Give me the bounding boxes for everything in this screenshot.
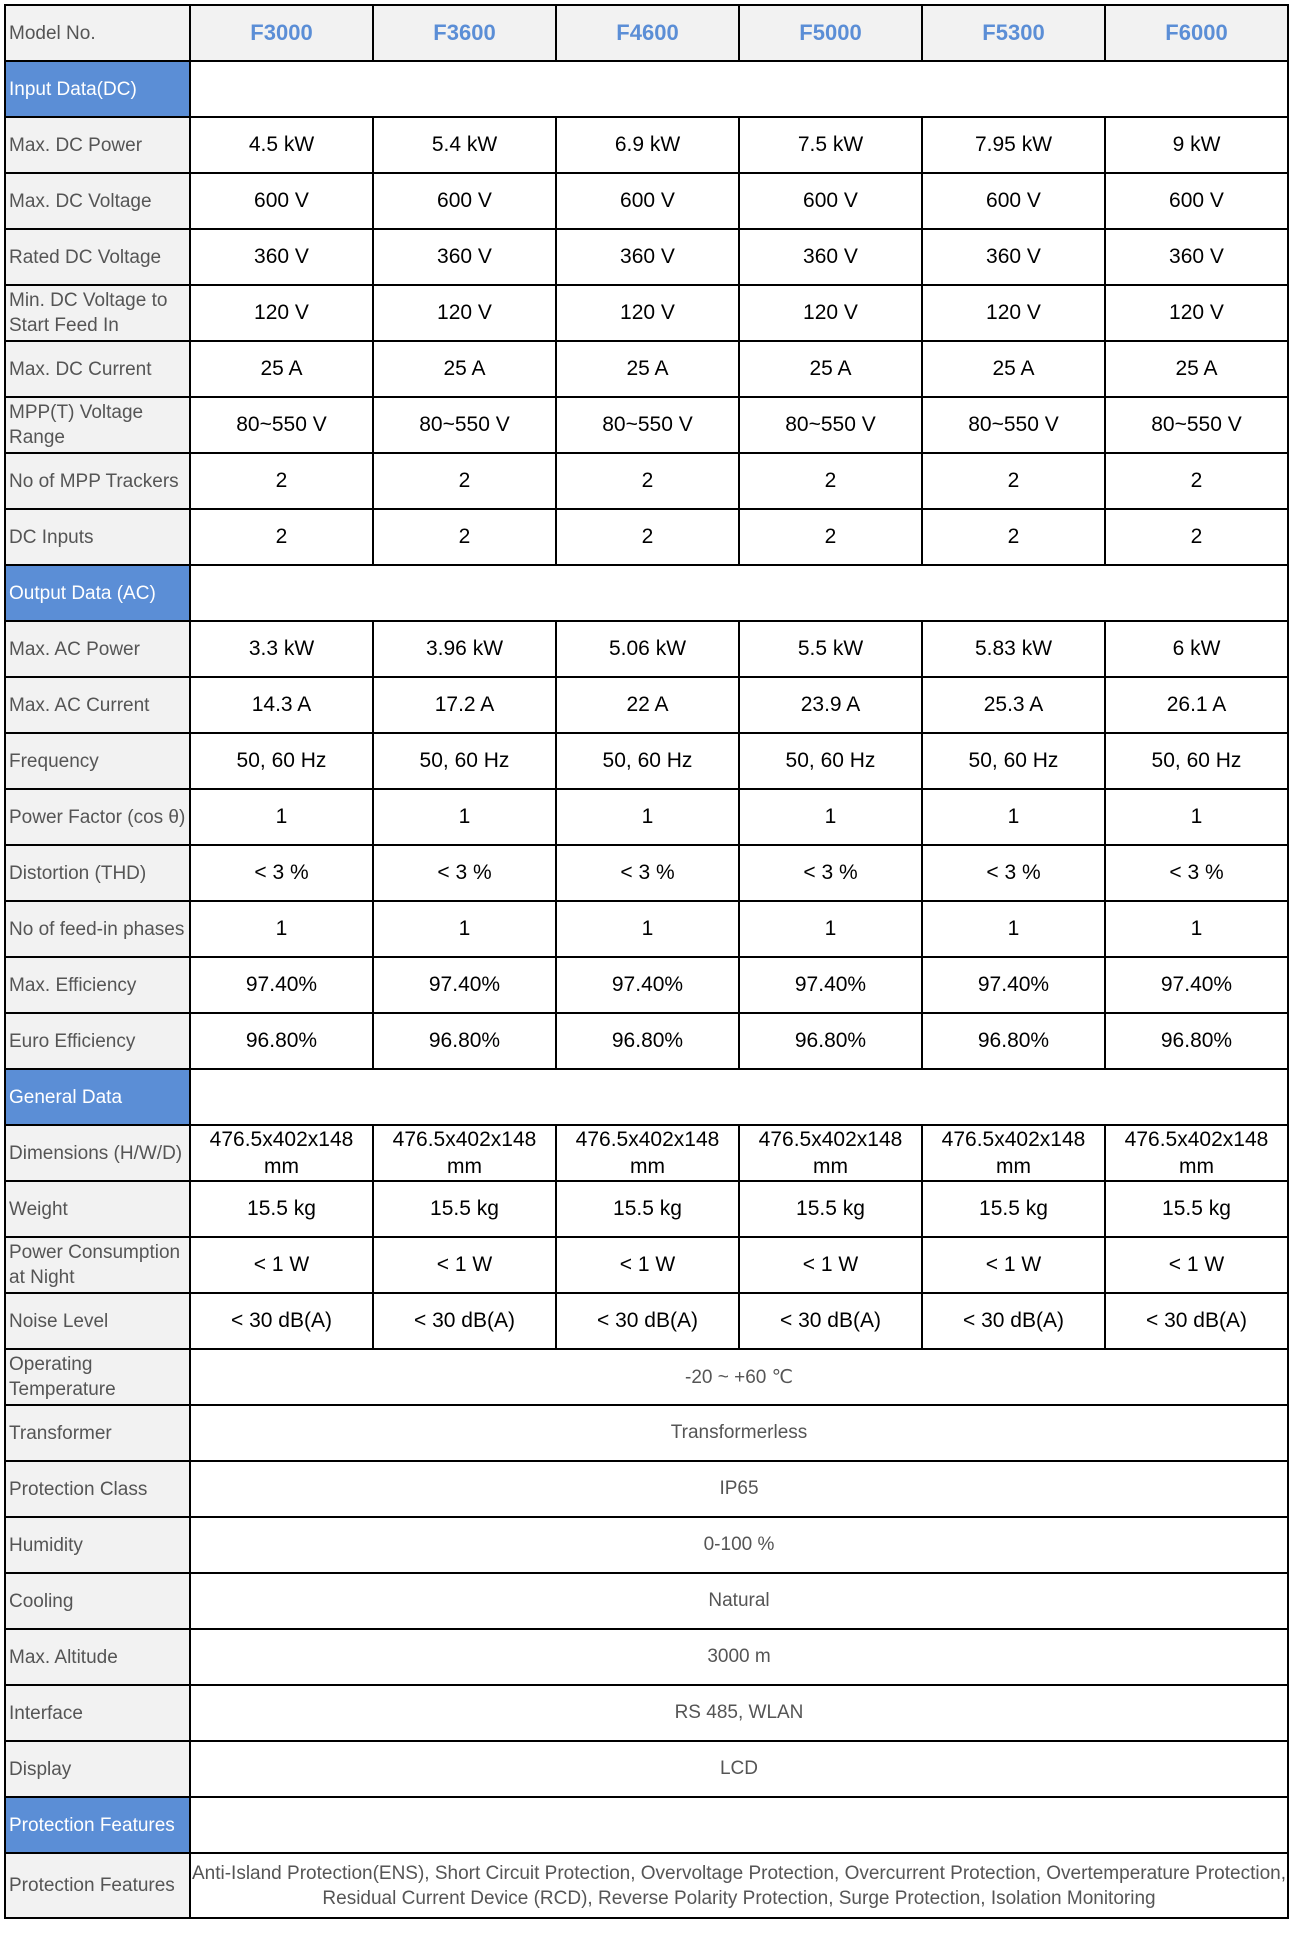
spec-row: [5, 677, 1288, 733]
spec-row: [5, 117, 1288, 173]
row-value: 600 V: [373, 173, 556, 229]
row-value: 360 V: [922, 229, 1105, 285]
row-value: -20 ~ +60 ℃: [190, 1349, 1288, 1405]
row-value: 5.83 kW: [922, 621, 1105, 677]
row-label: Power Consumption at Night: [5, 1237, 190, 1293]
spec-row: [5, 1629, 1288, 1685]
row-value: 1: [922, 789, 1105, 845]
row-value: < 3 %: [373, 845, 556, 901]
spec-row: [5, 901, 1288, 957]
row-value: Natural: [190, 1573, 1288, 1629]
row-value: 120 V: [1105, 285, 1288, 341]
spec-row: [5, 285, 1288, 341]
row-value: 96.80%: [922, 1013, 1105, 1069]
row-label: Rated DC Voltage: [5, 229, 190, 285]
spec-row: [5, 1293, 1288, 1349]
row-value: < 3 %: [556, 845, 739, 901]
spec-row: [5, 1181, 1288, 1237]
row-value: 6.9 kW: [556, 117, 739, 173]
row-value: 50, 60 Hz: [922, 733, 1105, 789]
row-value: 97.40%: [373, 957, 556, 1013]
row-value: 2: [190, 509, 373, 565]
row-value: 80~550 V: [1105, 397, 1288, 453]
output-data-header: Output Data (AC): [5, 565, 190, 621]
model-f5000: F5000: [739, 5, 922, 61]
row-value: 50, 60 Hz: [190, 733, 373, 789]
row-value: 3.3 kW: [190, 621, 373, 677]
row-label: Frequency: [5, 733, 190, 789]
row-value: < 30 dB(A): [190, 1293, 373, 1349]
row-value: 120 V: [739, 285, 922, 341]
row-value: 50, 60 Hz: [373, 733, 556, 789]
model-f6000: F6000: [1105, 5, 1288, 61]
row-label: Protection Features: [5, 1853, 190, 1918]
row-value: 476.5x402x148 mm: [1105, 1125, 1288, 1181]
row-value: 360 V: [190, 229, 373, 285]
row-label: Noise Level: [5, 1293, 190, 1349]
row-value: 1: [922, 901, 1105, 957]
row-value: 2: [373, 453, 556, 509]
row-value: RS 485, WLAN: [190, 1685, 1288, 1741]
row-value: IP65: [190, 1461, 1288, 1517]
row-value: 1: [373, 789, 556, 845]
row-label: Max. Efficiency: [5, 957, 190, 1013]
spec-row: [5, 733, 1288, 789]
row-value: 600 V: [190, 173, 373, 229]
row-value: < 1 W: [922, 1237, 1105, 1293]
row-value: 2: [556, 453, 739, 509]
row-label: Display: [5, 1741, 190, 1797]
row-label: Weight: [5, 1181, 190, 1237]
row-value: < 30 dB(A): [922, 1293, 1105, 1349]
row-label: Power Factor (cos θ): [5, 789, 190, 845]
row-value: 1: [739, 901, 922, 957]
general-data-blank: [190, 1069, 1288, 1125]
row-value: 96.80%: [556, 1013, 739, 1069]
row-label: Max. DC Current: [5, 341, 190, 397]
output-data-row: [5, 565, 1288, 621]
row-value: 25.3 A: [922, 677, 1105, 733]
model-f4600: F4600: [556, 5, 739, 61]
row-value: 50, 60 Hz: [739, 733, 922, 789]
row-value: 1: [190, 789, 373, 845]
row-value: 120 V: [922, 285, 1105, 341]
row-label: Min. DC Voltage to Start Feed In: [5, 285, 190, 341]
row-value: 80~550 V: [922, 397, 1105, 453]
row-label: MPP(T) Voltage Range: [5, 397, 190, 453]
row-value: 360 V: [373, 229, 556, 285]
row-value: Transformerless: [190, 1405, 1288, 1461]
row-value: 1: [190, 901, 373, 957]
spec-row: [5, 509, 1288, 565]
row-value: < 30 dB(A): [373, 1293, 556, 1349]
row-value: 50, 60 Hz: [1105, 733, 1288, 789]
spec-table: [4, 4, 1289, 1919]
protection-features-header: Protection Features: [5, 1797, 190, 1853]
row-value: 476.5x402x148 mm: [190, 1125, 373, 1181]
spec-row: [5, 1741, 1288, 1797]
row-value: < 3 %: [190, 845, 373, 901]
row-value: 96.80%: [1105, 1013, 1288, 1069]
input-data-row: [5, 61, 1288, 117]
row-label: Dimensions (H/W/D): [5, 1125, 190, 1181]
row-value: < 1 W: [556, 1237, 739, 1293]
row-value: 6 kW: [1105, 621, 1288, 677]
spec-sheet: [4, 4, 1289, 1919]
row-value: 4.5 kW: [190, 117, 373, 173]
row-value: 97.40%: [922, 957, 1105, 1013]
row-value: < 1 W: [373, 1237, 556, 1293]
output-data-blank: [190, 565, 1288, 621]
row-value: 7.5 kW: [739, 117, 922, 173]
row-value: 7.95 kW: [922, 117, 1105, 173]
row-value: 5.4 kW: [373, 117, 556, 173]
row-value: 1: [556, 789, 739, 845]
row-value: 476.5x402x148 mm: [739, 1125, 922, 1181]
row-label: Max. AC Power: [5, 621, 190, 677]
row-value: 25 A: [739, 341, 922, 397]
row-value: 1: [1105, 901, 1288, 957]
spec-row: [5, 1573, 1288, 1629]
row-value: 80~550 V: [739, 397, 922, 453]
spec-row: [5, 789, 1288, 845]
row-value: 25 A: [190, 341, 373, 397]
spec-row: [5, 845, 1288, 901]
row-value: 96.80%: [190, 1013, 373, 1069]
row-value: 5.5 kW: [739, 621, 922, 677]
row-value: 360 V: [739, 229, 922, 285]
protection-features-row: [5, 1797, 1288, 1853]
general-data-header: General Data: [5, 1069, 190, 1125]
row-value: 9 kW: [1105, 117, 1288, 173]
row-label: DC Inputs: [5, 509, 190, 565]
row-value: 2: [556, 509, 739, 565]
row-value: 23.9 A: [739, 677, 922, 733]
input-data-header: Input Data(DC): [5, 61, 190, 117]
row-value: 15.5 kg: [190, 1181, 373, 1237]
row-label: Interface: [5, 1685, 190, 1741]
row-value: 600 V: [922, 173, 1105, 229]
row-value: 15.5 kg: [556, 1181, 739, 1237]
row-value: 2: [922, 453, 1105, 509]
row-value: 2: [1105, 453, 1288, 509]
row-value: 600 V: [556, 173, 739, 229]
row-label: Operating Temperature: [5, 1349, 190, 1405]
row-value: < 1 W: [1105, 1237, 1288, 1293]
spec-row: [5, 229, 1288, 285]
row-value: < 30 dB(A): [556, 1293, 739, 1349]
spec-row: [5, 397, 1288, 453]
row-value: 476.5x402x148 mm: [373, 1125, 556, 1181]
row-value: 25 A: [922, 341, 1105, 397]
row-value: 2: [739, 453, 922, 509]
general-data-row: [5, 1069, 1288, 1125]
row-label: No of feed-in phases: [5, 901, 190, 957]
row-value: < 3 %: [1105, 845, 1288, 901]
row-value: < 3 %: [739, 845, 922, 901]
row-value: 80~550 V: [190, 397, 373, 453]
spec-row: [5, 957, 1288, 1013]
row-value: 0-100 %: [190, 1517, 1288, 1573]
row-value: 97.40%: [1105, 957, 1288, 1013]
row-value: 3000 m: [190, 1629, 1288, 1685]
row-value: 50, 60 Hz: [556, 733, 739, 789]
row-value: 120 V: [556, 285, 739, 341]
row-value: 3.96 kW: [373, 621, 556, 677]
row-value: 120 V: [373, 285, 556, 341]
row-value: 22 A: [556, 677, 739, 733]
row-value: 600 V: [739, 173, 922, 229]
row-value: 360 V: [1105, 229, 1288, 285]
model-f3000: F3000: [190, 5, 373, 61]
row-value: 17.2 A: [373, 677, 556, 733]
spec-row: [5, 1349, 1288, 1405]
spec-row: [5, 1013, 1288, 1069]
spec-row: [5, 1405, 1288, 1461]
row-value: 2: [190, 453, 373, 509]
row-value: 96.80%: [373, 1013, 556, 1069]
spec-row: [5, 173, 1288, 229]
spec-row: [5, 1517, 1288, 1573]
protection-features-value: Anti-Island Protection(ENS), Short Circuit Protection, Overvoltage Protection, Overcurrent Protection, Overtemperature Protection, Residual Current Device (RCD), Reverse Polarity Protection, Surge Protection, Isolation Monitoring: [190, 1853, 1288, 1918]
protection-row: [5, 1853, 1288, 1918]
row-label: Humidity: [5, 1517, 190, 1573]
row-value: 476.5x402x148 mm: [556, 1125, 739, 1181]
row-value: 360 V: [556, 229, 739, 285]
row-value: 25 A: [373, 341, 556, 397]
row-value: 15.5 kg: [373, 1181, 556, 1237]
row-label: Max. Altitude: [5, 1629, 190, 1685]
row-value: 1: [556, 901, 739, 957]
spec-row: [5, 1125, 1288, 1181]
row-value: 600 V: [1105, 173, 1288, 229]
row-value: 97.40%: [739, 957, 922, 1013]
row-label: Distortion (THD): [5, 845, 190, 901]
row-value: 14.3 A: [190, 677, 373, 733]
row-value: 2: [739, 509, 922, 565]
row-value: < 30 dB(A): [739, 1293, 922, 1349]
row-value: 2: [373, 509, 556, 565]
row-label: Euro Efficiency: [5, 1013, 190, 1069]
row-value: 96.80%: [739, 1013, 922, 1069]
row-value: 2: [922, 509, 1105, 565]
row-value: 15.5 kg: [1105, 1181, 1288, 1237]
model-no-label: Model No.: [5, 5, 190, 61]
row-value: 80~550 V: [373, 397, 556, 453]
protection-features-blank: [190, 1797, 1288, 1853]
row-value: 80~550 V: [556, 397, 739, 453]
row-label: Cooling: [5, 1573, 190, 1629]
row-label: Max. DC Power: [5, 117, 190, 173]
spec-row: [5, 1461, 1288, 1517]
row-value: 1: [373, 901, 556, 957]
row-label: Transformer: [5, 1405, 190, 1461]
row-value: 1: [739, 789, 922, 845]
row-value: 25 A: [1105, 341, 1288, 397]
model-f5300: F5300: [922, 5, 1105, 61]
model-f3600: F3600: [373, 5, 556, 61]
row-value: 2: [1105, 509, 1288, 565]
row-value: 26.1 A: [1105, 677, 1288, 733]
row-value: < 1 W: [190, 1237, 373, 1293]
row-label: Protection Class: [5, 1461, 190, 1517]
row-value: 97.40%: [190, 957, 373, 1013]
input-data-blank: [190, 61, 1288, 117]
header-row: [5, 5, 1288, 61]
spec-row: [5, 453, 1288, 509]
row-value: LCD: [190, 1741, 1288, 1797]
row-label: Max. AC Current: [5, 677, 190, 733]
row-value: 15.5 kg: [922, 1181, 1105, 1237]
row-value: < 1 W: [739, 1237, 922, 1293]
spec-row: [5, 621, 1288, 677]
row-value: 476.5x402x148 mm: [922, 1125, 1105, 1181]
row-label: Max. DC Voltage: [5, 173, 190, 229]
row-value: < 3 %: [922, 845, 1105, 901]
row-value: 15.5 kg: [739, 1181, 922, 1237]
row-value: 25 A: [556, 341, 739, 397]
row-value: 97.40%: [556, 957, 739, 1013]
row-value: < 30 dB(A): [1105, 1293, 1288, 1349]
row-value: 120 V: [190, 285, 373, 341]
spec-row: [5, 341, 1288, 397]
row-label: No of MPP Trackers: [5, 453, 190, 509]
spec-row: [5, 1237, 1288, 1293]
row-value: 5.06 kW: [556, 621, 739, 677]
row-value: 1: [1105, 789, 1288, 845]
spec-row: [5, 1685, 1288, 1741]
